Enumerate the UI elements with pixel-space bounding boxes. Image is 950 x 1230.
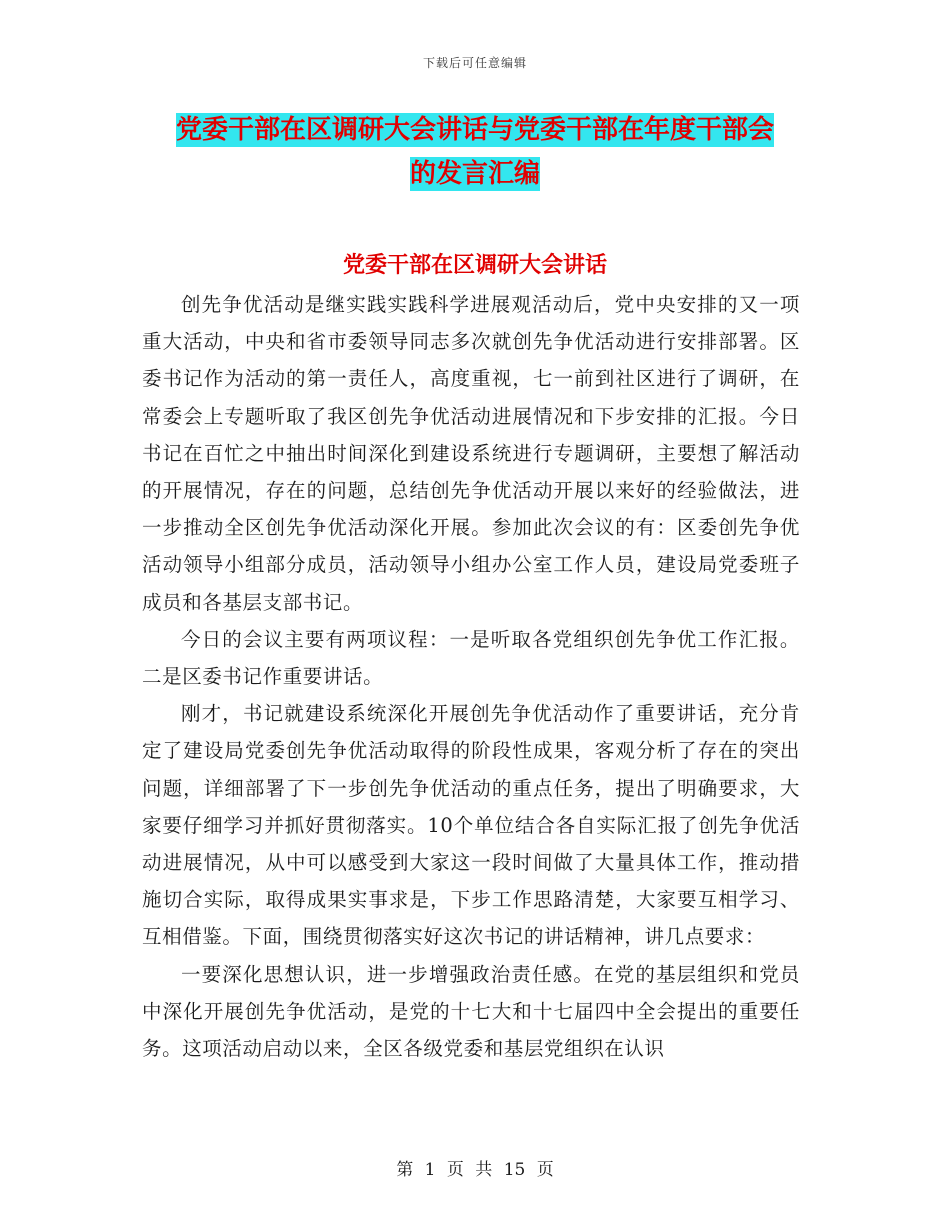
document-title — [150, 108, 800, 196]
document-title-line-2: 的发言汇编 — [409, 159, 540, 189]
page-footer: 第 1 页 共 15 页 — [396, 1160, 554, 1180]
paragraph-2: 今日的会议主要有两项议程：一是听取各党组织创先争优工作汇报。二是区委书记作重要讲话。 — [142, 627, 800, 689]
header-note: 下载后可任意编辑 — [422, 56, 527, 70]
paragraph-1: 创先争优活动是继实践实践科学进展观活动后，党中央安排的又一项重大活动，中央和省市委领导同志多次就创先争优活动进行安排部署。区委书记作为活动的第一责任人，高度重视，七一前到社区进行了调研，在常委会上专题听取了我区创先争优活动进展情况和下步安排的汇报。今日书记在百忙之中抽出时间深化到建设系统进行专题调研，主要想了解活动的开展情况，存在的问题，总结创先争优活动开展以来好的经验做法，进一步推动全区创先争优活动深化开展。参加此次会议的有：区委创先争优活动领导小组部分成员，活动领导小组办公室工作人员，建设局党委班子成员和各基层支部书记。 — [142, 293, 800, 614]
document-title-line-1: 党委干部在区调研大会讲话与党委干部在年度干部会 — [175, 115, 774, 145]
section-title: 党委干部在区调研大会讲话 — [342, 252, 607, 278]
paragraph-4: 一要深化思想认识，进一步增强政治责任感。在党的基层组织和党员中深化开展创先争优活动，是党的十七大和十七届四中全会提出的重要任务。这项活动启动以来，全区各级党委和基层党组织在认识 — [142, 962, 800, 1061]
body-text — [142, 286, 800, 1067]
paragraph-3: 刚才，书记就建设系统深化开展创先争优活动作了重要讲话，充分肯定了建设局党委创先争优活动取得的阶段性成果，客观分析了存在的突出问题，详细部署了下一步创先争优活动的重点任务，提出了明确要求，大家要仔细学习并抓好贯彻落实。10个单位结合各自实际汇报了创先争优活动进展情况，从中可以感受到大家这一段时间做了大量具体工作，推动措施切合实际，取得成果实事求是，下步工作思路清楚，大家要互相学习、互相借鉴。下面，围绕贯彻落实好这次书记的讲话精神，讲几点要求： — [142, 702, 800, 949]
